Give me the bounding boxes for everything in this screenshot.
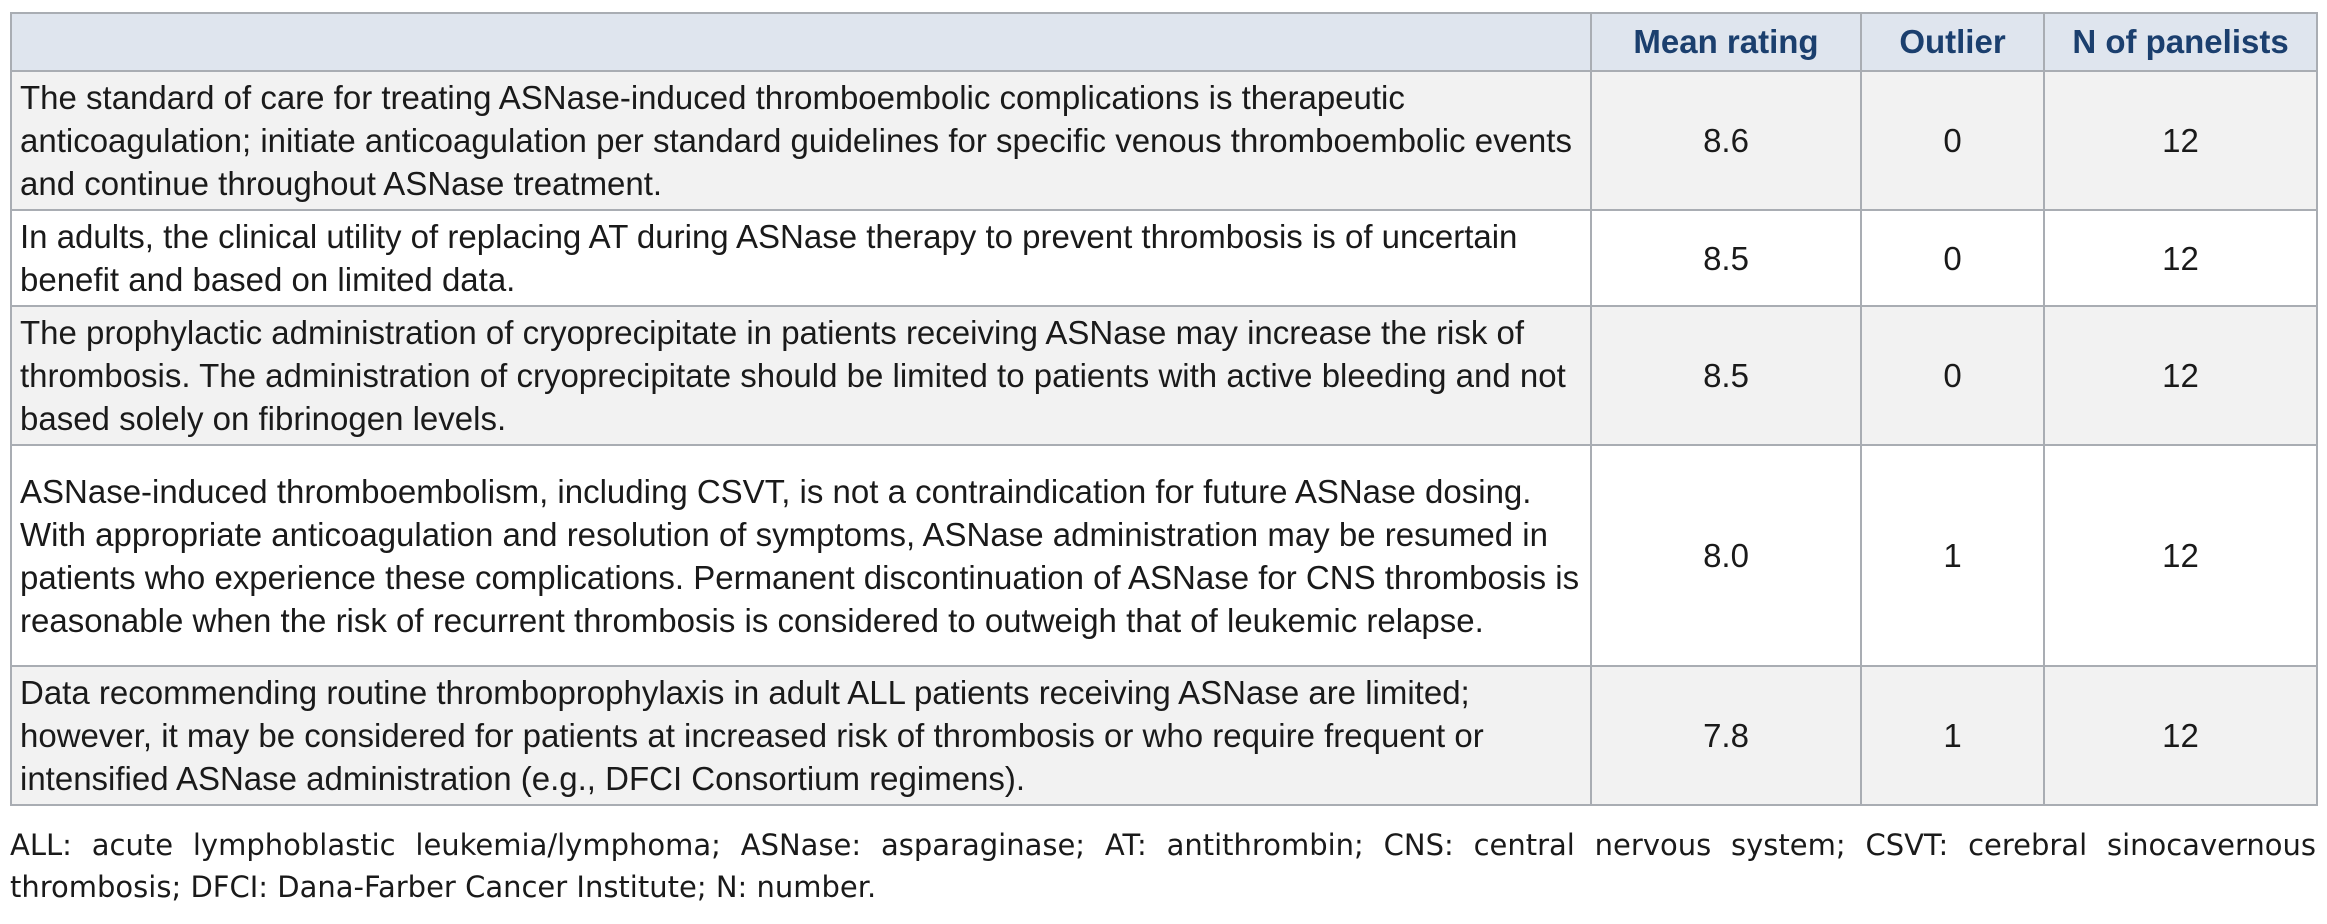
n-panelists-cell: 12 <box>2044 306 2317 445</box>
statement-cell: The standard of care for treating ASNase-induced thromboembolic complications is therapeutic anticoagulation; initiate anticoagulation per standard guidelines for specific venous thromboembolic events and continue throughout ASNase treatment. <box>11 71 1591 210</box>
n-panelists-cell: 12 <box>2044 445 2317 666</box>
outlier-cell: 0 <box>1861 210 2044 306</box>
consensus-table <box>10 12 2318 806</box>
n-panelists-cell: 12 <box>2044 210 2317 306</box>
table-row <box>11 666 2317 805</box>
outlier-cell: 1 <box>1861 445 2044 666</box>
table-header <box>11 13 2317 71</box>
header-n-panelists: N of panelists <box>2044 13 2317 71</box>
outlier-cell: 0 <box>1861 306 2044 445</box>
statement-cell: The prophylactic administration of cryoprecipitate in patients receiving ASNase may increase the risk of thrombosis. The administration of cryoprecipitate should be limited to patients with active bleeding and not based solely on fibrinogen levels. <box>11 306 1591 445</box>
mean-rating-cell: 7.8 <box>1591 666 1861 805</box>
table-row <box>11 71 2317 210</box>
header-row <box>11 13 2317 71</box>
header-mean-rating: Mean rating <box>1591 13 1861 71</box>
mean-rating-cell: 8.0 <box>1591 445 1861 666</box>
statement-cell: Data recommending routine thromboprophylaxis in adult ALL patients receiving ASNase are limited; however, it may be considered for patients at increased risk of thrombosis or who require frequent or intensified ASNase administration (e.g., DFCI Consortium regimens). <box>11 666 1591 805</box>
mean-rating-cell: 8.5 <box>1591 210 1861 306</box>
outlier-cell: 1 <box>1861 666 2044 805</box>
header-statement <box>11 13 1591 71</box>
n-panelists-cell: 12 <box>2044 666 2317 805</box>
mean-rating-cell: 8.6 <box>1591 71 1861 210</box>
table-body <box>11 71 2317 805</box>
abbreviations-footnote: ALL: acute lymphoblastic leukemia/lymphoma; ASNase: asparaginase; AT: antithrombin; CNS: central nervous system; CSVT: cerebral sinocavernous thrombosis; DFCI: Dana-Farber Cancer Institute; N: number. <box>10 828 2316 904</box>
statement-cell: ASNase-induced thromboembolism, including CSVT, is not a contraindication for future ASNase dosing. With appropriate anticoagulation and resolution of symptoms, ASNase administration may be resumed in patients who experience these complications. Permanent discontinuation of ASNase for CNS thrombosis is reasonable when the risk of recurrent thrombosis is considered to outweigh that of leukemic relapse. <box>11 445 1591 666</box>
n-panelists-cell: 12 <box>2044 71 2317 210</box>
mean-rating-cell: 8.5 <box>1591 306 1861 445</box>
table-container <box>10 12 2316 908</box>
statement-cell: In adults, the clinical utility of replacing AT during ASNase therapy to prevent thrombosis is of uncertain benefit and based on limited data. <box>11 210 1591 306</box>
table-row <box>11 445 2317 666</box>
table-row <box>11 306 2317 445</box>
outlier-cell: 0 <box>1861 71 2044 210</box>
header-outlier: Outlier <box>1861 13 2044 71</box>
table-row <box>11 210 2317 306</box>
